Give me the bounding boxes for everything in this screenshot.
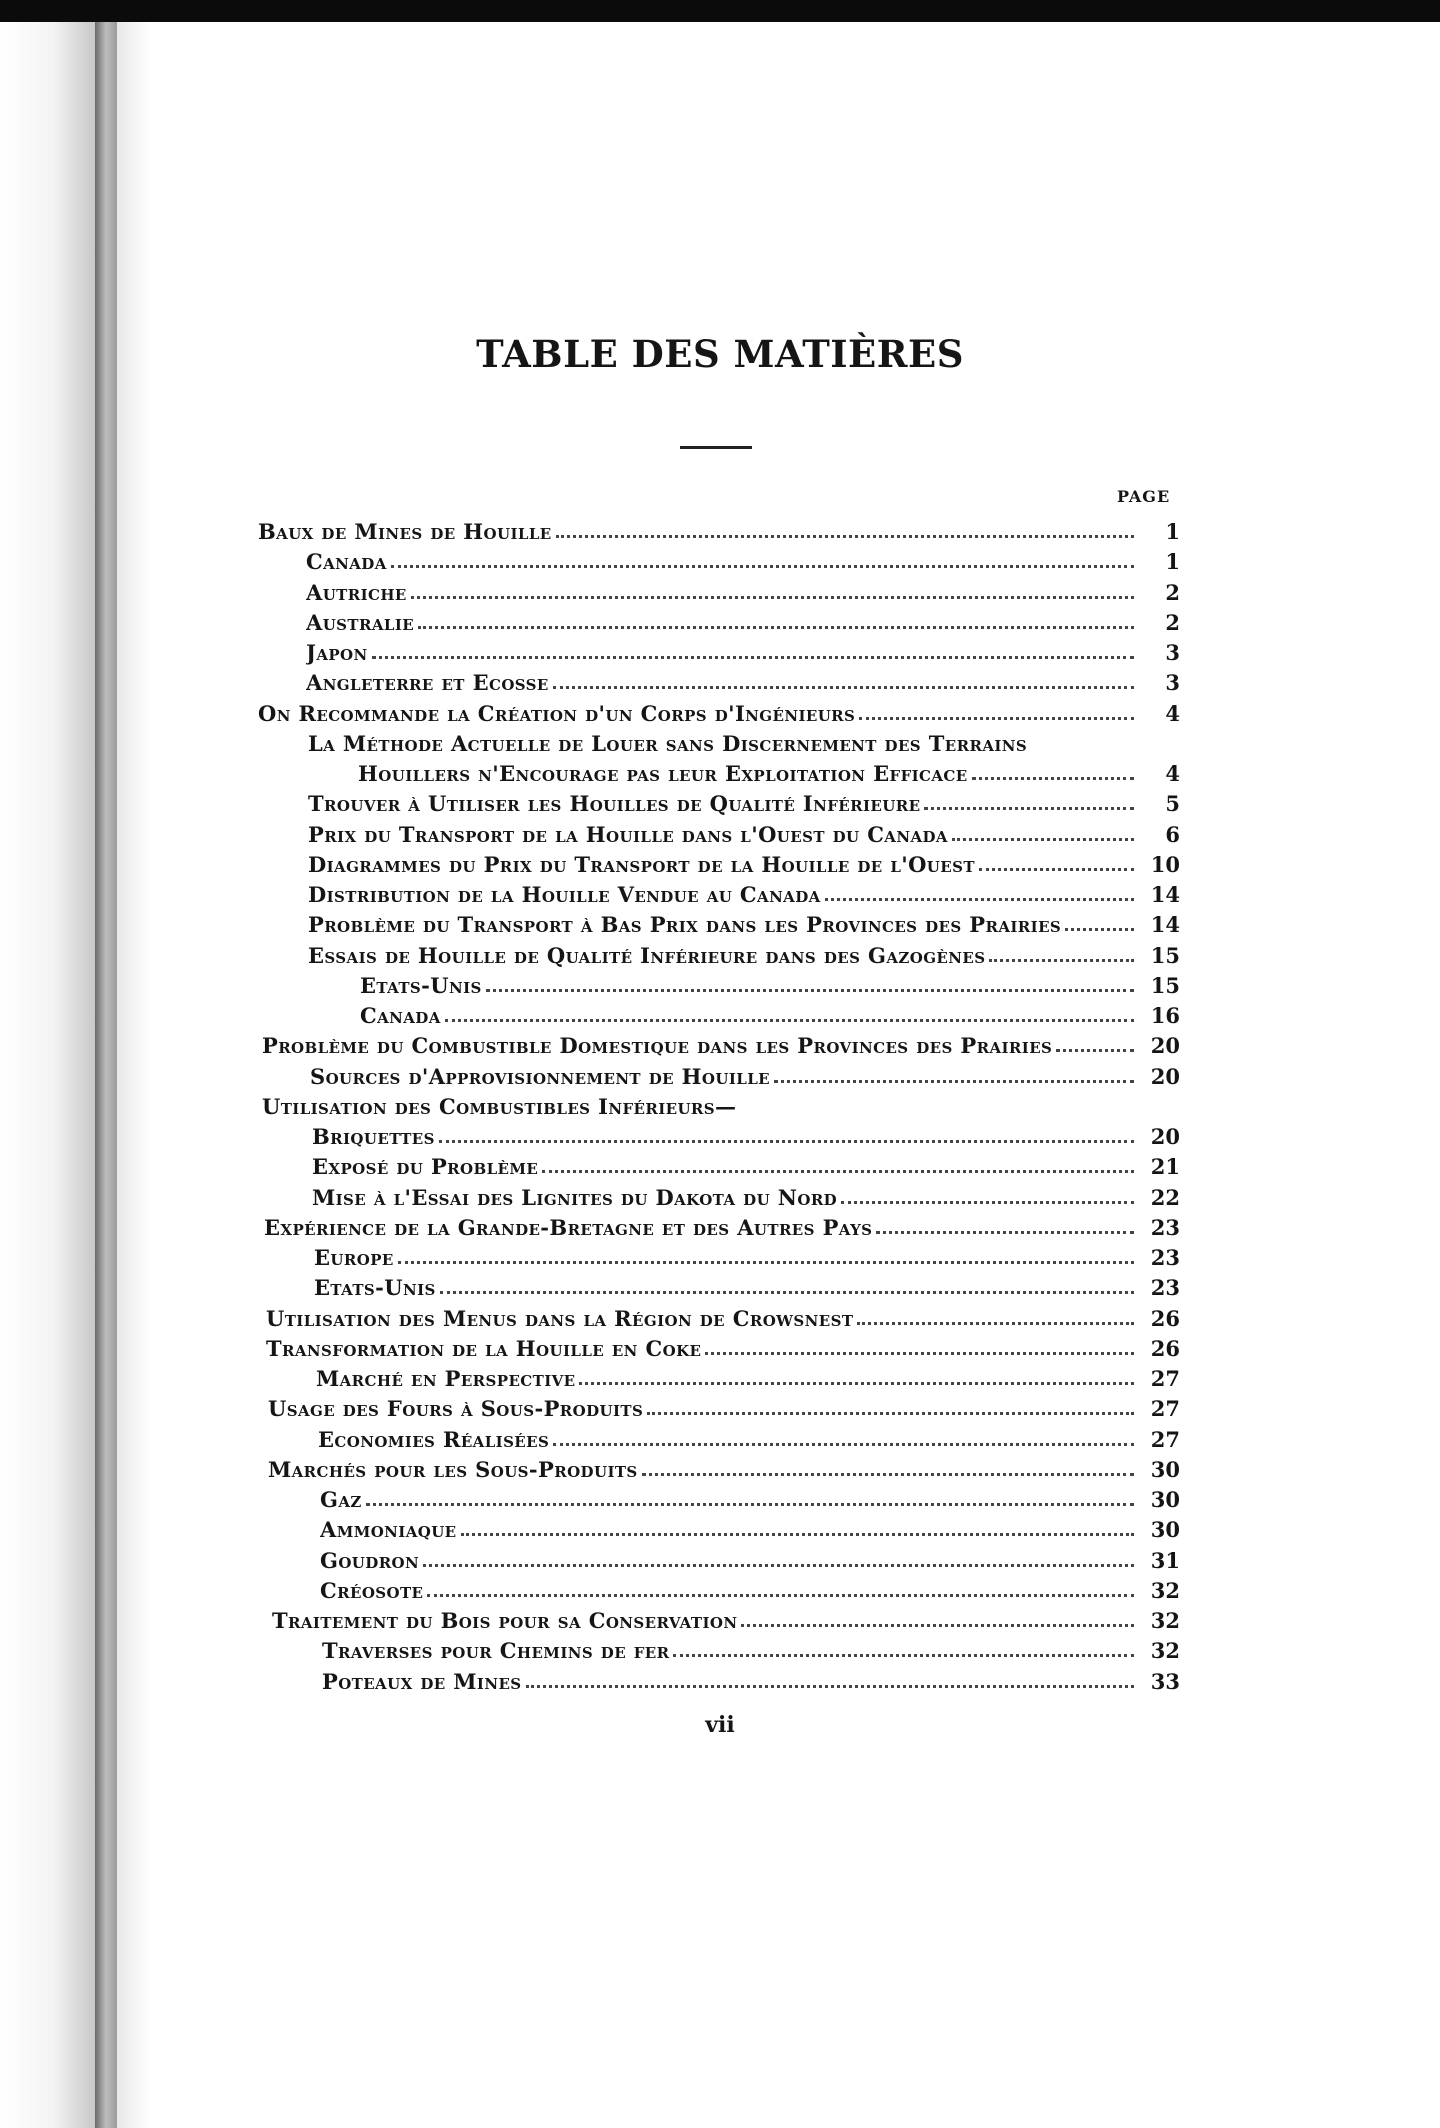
dot-leader [705, 1352, 1134, 1355]
dot-leader [1065, 928, 1134, 931]
toc-entry-label: Marchés pour les Sous-Produits [268, 1457, 638, 1482]
dot-leader [427, 1594, 1134, 1597]
toc-entry-page: 23 [1150, 1245, 1180, 1270]
toc-entry [322, 1633, 1180, 1663]
toc-entry [318, 1422, 1180, 1452]
toc-entry [272, 1603, 1180, 1633]
toc-entry-label: Goudron [320, 1548, 420, 1573]
toc-entry-page: 14 [1150, 882, 1180, 907]
toc-entry-page: 30 [1150, 1517, 1180, 1542]
toc-entry-label: Prix du Transport de la Houille dans l'Ouest du Canada [308, 822, 948, 847]
toc-entry-label: Angleterre et Ecosse [306, 670, 549, 695]
toc-entry-page: 5 [1165, 791, 1180, 816]
toc-entry-label: Traitement du Bois pour sa Conservation [272, 1608, 738, 1633]
toc-entry-label: Houillers n'Encourage pas leur Exploitation Efficace [358, 761, 968, 786]
dot-leader [972, 777, 1134, 780]
toc-entry [306, 575, 1180, 605]
toc-entry [360, 968, 1180, 998]
dot-leader [989, 959, 1134, 962]
toc-entry-label: Mise à l'Essai des Lignites du Dakota du Nord [312, 1185, 838, 1210]
toc-entry-label: Europe [314, 1245, 394, 1270]
toc-entry-label: La Méthode Actuelle de Louer sans Discernement des Terrains [308, 731, 1028, 756]
toc-entry [314, 1270, 1180, 1300]
dot-leader [553, 686, 1134, 689]
dot-leader [952, 838, 1134, 841]
toc-entry-page: 10 [1150, 852, 1180, 877]
dot-leader [579, 1382, 1134, 1385]
toc-entry-label: Briquettes [312, 1124, 435, 1149]
toc-entry-label: Diagrammes du Prix du Transport de la Houille de l'Ouest [308, 852, 975, 877]
dot-leader [366, 1503, 1134, 1506]
toc-entry-page: 31 [1150, 1548, 1180, 1573]
toc-entry-label: Gaz [320, 1487, 362, 1512]
toc-entry-label: Ammoniaque [320, 1517, 457, 1542]
dot-leader [857, 1322, 1134, 1325]
toc-entry-page: 30 [1150, 1487, 1180, 1512]
toc-entry [306, 665, 1180, 695]
toc-entry-label: Economies Réalisées [318, 1427, 550, 1452]
toc-entry [306, 635, 1180, 665]
toc-entry-page: 32 [1150, 1578, 1180, 1603]
toc-entry-page: 27 [1150, 1396, 1180, 1421]
toc-entry [262, 1028, 1180, 1058]
toc-entry-label: Canada [306, 549, 387, 574]
toc-entry-page: 20 [1150, 1124, 1180, 1149]
dot-leader [440, 1291, 1134, 1294]
toc-entry-page: 1 [1165, 549, 1180, 574]
dot-leader [486, 989, 1134, 992]
page-number: vii [705, 1712, 735, 1738]
toc-entry [308, 786, 1180, 816]
toc-entry [308, 938, 1180, 968]
dot-leader [876, 1231, 1134, 1234]
toc-entry-label: Créosote [320, 1578, 424, 1603]
toc-entry-label: Utilisation des Combustibles Inférieurs— [262, 1094, 737, 1119]
toc-entry [308, 907, 1180, 937]
dot-leader [673, 1654, 1134, 1657]
toc-entry [316, 1361, 1180, 1391]
dot-leader [553, 1443, 1134, 1446]
dot-leader [461, 1533, 1134, 1536]
dot-leader [439, 1140, 1134, 1143]
toc-entry-page: 3 [1165, 670, 1180, 695]
toc-entry-page: 4 [1165, 761, 1180, 786]
dot-leader [924, 807, 1134, 810]
toc-entry-label: Autriche [306, 580, 407, 605]
toc-entry-page: 4 [1165, 701, 1180, 726]
toc-entry-page: 23 [1150, 1275, 1180, 1300]
toc-entry-page: 26 [1150, 1336, 1180, 1361]
toc-entry-label: Utilisation des Menus dans la Région de Crowsnest [266, 1306, 854, 1331]
toc-entry-label: Poteaux de Mines [322, 1669, 522, 1694]
dot-leader [411, 596, 1134, 599]
toc-entry-page: 2 [1165, 610, 1180, 635]
toc-entry-page: 1 [1165, 519, 1180, 544]
toc-entry-label: Etats-Unis [360, 973, 482, 998]
dot-leader [542, 1170, 1134, 1173]
dot-leader [859, 717, 1134, 720]
dot-leader [423, 1564, 1134, 1567]
toc-entry-page: 14 [1150, 912, 1180, 937]
toc-entry-page: 33 [1150, 1669, 1180, 1694]
dot-leader [774, 1080, 1134, 1083]
dot-leader [1056, 1049, 1134, 1052]
toc-entry-page: 32 [1150, 1608, 1180, 1633]
page-title: TABLE DES MATIÈRES [476, 332, 964, 376]
toc-entry-page: 26 [1150, 1306, 1180, 1331]
toc-entry [308, 726, 1180, 756]
toc-entry [306, 544, 1180, 574]
toc-entry-label: Baux de Mines de Houille [258, 519, 552, 544]
toc-entry-page: 6 [1165, 822, 1180, 847]
dot-leader [418, 626, 1134, 629]
toc-entry [320, 1512, 1180, 1542]
dot-leader [825, 898, 1134, 901]
toc-entry-page: 22 [1150, 1185, 1180, 1210]
toc-entry-page: 15 [1150, 973, 1180, 998]
toc-entry-page: 21 [1150, 1154, 1180, 1179]
toc-entry-label: Essais de Houille de Qualité Inférieure dans des Gazogènes [308, 943, 986, 968]
toc-entry [320, 1573, 1180, 1603]
dot-leader [372, 656, 1134, 659]
dot-leader [526, 1685, 1134, 1688]
toc-entry [308, 817, 1180, 847]
dot-leader [398, 1261, 1134, 1264]
page-column-heading: PAGE [1117, 487, 1171, 506]
toc-entry [266, 1331, 1180, 1361]
title-rule [680, 446, 752, 449]
toc-entry-label: Usage des Fours à Sous-Produits [268, 1396, 644, 1421]
toc-entry [360, 998, 1180, 1028]
toc-entry [314, 1240, 1180, 1270]
toc-entry-label: Traverses pour Chemins de fer [322, 1638, 670, 1663]
dot-leader [445, 1019, 1134, 1022]
toc-entry-label: Distribution de la Houille Vendue au Canada [308, 882, 821, 907]
toc-entry-page: 15 [1150, 943, 1180, 968]
toc-entry-label: Canada [360, 1003, 441, 1028]
toc-entry-page: 20 [1150, 1033, 1180, 1058]
toc-entry-label: Sources d'Approvisionnement de Houille [310, 1064, 770, 1089]
toc-entry [268, 1391, 1180, 1421]
dot-leader [391, 565, 1134, 568]
toc-entry-label: Trouver à Utiliser les Houilles de Qualité Inférieure [308, 791, 921, 816]
toc-entry-page: 16 [1150, 1003, 1180, 1028]
toc-entry-label: On Recommande la Création d'un Corps d'Ingénieurs [258, 701, 856, 726]
toc-entry-page: 2 [1165, 580, 1180, 605]
toc-entry [320, 1482, 1180, 1512]
toc-entry-label: Problème du Transport à Bas Prix dans les Provinces des Prairies [308, 912, 1062, 937]
toc-entry-label: Japon [306, 640, 368, 665]
toc-entry [322, 1664, 1180, 1694]
dot-leader [841, 1201, 1134, 1204]
dot-leader [647, 1412, 1134, 1415]
toc-entry-label: Transformation de la Houille en Coke [266, 1336, 702, 1361]
toc-entry [358, 756, 1180, 786]
toc-entry [308, 847, 1180, 877]
toc-entry-page: 27 [1150, 1366, 1180, 1391]
dot-leader [741, 1624, 1134, 1627]
toc-entry [312, 1149, 1180, 1179]
toc-entry [258, 696, 1180, 726]
toc-entry-page: 32 [1150, 1638, 1180, 1663]
toc-entry-page: 20 [1150, 1064, 1180, 1089]
toc-entry-label: Exposé du Problème [312, 1154, 539, 1179]
dot-leader [979, 868, 1134, 871]
toc-entry [264, 1210, 1180, 1240]
toc-entry [312, 1180, 1180, 1210]
toc-entry [262, 1089, 1180, 1119]
toc-entry [258, 514, 1180, 544]
top-border [0, 0, 1440, 22]
toc-entry-label: Marché en Perspective [316, 1366, 576, 1391]
toc-entry [312, 1119, 1180, 1149]
toc-entry-label: Expérience de la Grande-Bretagne et des Autres Pays [264, 1215, 873, 1240]
toc-entry-label: Australie [306, 610, 415, 635]
toc-entry-page: 23 [1150, 1215, 1180, 1240]
dot-leader [642, 1473, 1134, 1476]
toc-entry-label: Etats-Unis [314, 1275, 436, 1300]
toc-entry-page: 3 [1165, 640, 1180, 665]
toc-entry [306, 605, 1180, 635]
toc-entry [268, 1452, 1180, 1482]
toc-entry [266, 1301, 1180, 1331]
toc-entry-page: 27 [1150, 1427, 1180, 1452]
toc-entry [310, 1059, 1180, 1089]
toc-entry [308, 877, 1180, 907]
toc-entry [320, 1543, 1180, 1573]
dot-leader [556, 535, 1134, 538]
toc-entry-label: Problème du Combustible Domestique dans les Provinces des Prairies [262, 1033, 1053, 1058]
toc-entry-page: 30 [1150, 1457, 1180, 1482]
